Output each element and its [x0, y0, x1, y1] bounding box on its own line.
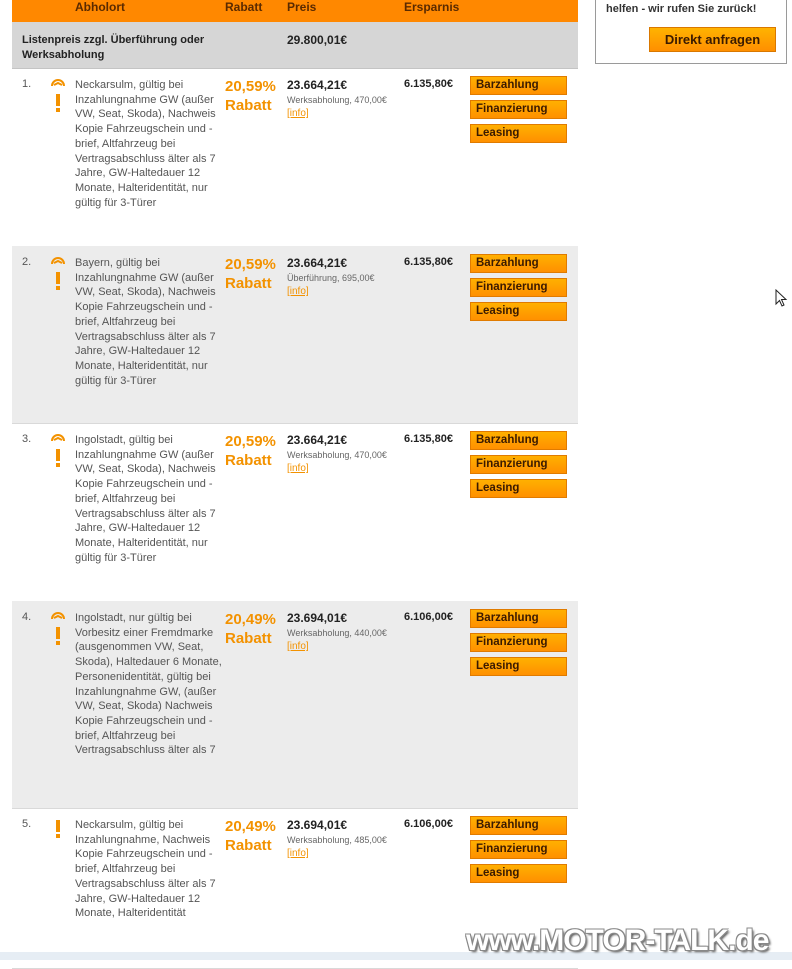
offer-buttons	[470, 609, 567, 681]
header-ersparnis: Ersparnis	[404, 0, 460, 14]
price-sub-text: Werksabholung, 440,00€	[287, 628, 387, 638]
offer-row	[12, 68, 578, 247]
barzahlung-button[interactable]: Barzahlung	[470, 816, 567, 835]
eco-icon	[50, 611, 66, 625]
barzahlung-button[interactable]: Barzahlung	[470, 609, 567, 628]
rabatt-word: Rabatt	[225, 630, 272, 647]
offer-row	[12, 601, 578, 809]
offer-description: Neckarsulm, gültig bei Inzahlungnahme, Nachweis Kopie Fahrzeugschein und -brief, Altfahrzeug bei Vertragsabschluss älter als 7 Jahre, GW-Haltedauer 12 Monate, Halteridentität	[75, 819, 216, 920]
price-value: 23.664,21€	[287, 78, 348, 92]
offer-description: Neckarsulm, gültig bei Inzahlungnahme GW (außer VW, Seat, Skoda), Nachweis Kopie Fahrzeugschein und -brief, Altfahrzeug bei Vertragsabschluss älter als 7 Jahre, GW-Haltedauer 12 Monate, Halteridentität, nur gültig für 3-Türer	[75, 79, 216, 209]
leasing-button[interactable]: Leasing	[470, 864, 567, 883]
finanzierung-button[interactable]: Finanzierung	[470, 100, 567, 119]
price-value: 23.694,01€	[287, 611, 348, 625]
info-link[interactable]: [info]	[287, 108, 309, 119]
mouse-cursor-icon	[775, 289, 789, 309]
rabatt-word: Rabatt	[225, 97, 272, 114]
offer-rabatt	[225, 255, 276, 293]
eco-icon	[50, 256, 66, 270]
eco-icon	[50, 78, 66, 92]
price-value: 23.664,21€	[287, 433, 348, 447]
leasing-button[interactable]: Leasing	[470, 124, 567, 143]
offer-savings: 6.135,80€	[404, 433, 453, 445]
eco-icon	[50, 433, 66, 447]
price-sub-text: Werksabholung, 470,00€	[287, 450, 387, 460]
offer-rabatt	[225, 610, 276, 648]
price-sub	[287, 449, 397, 475]
offer-icons	[50, 433, 66, 468]
price-sub	[287, 834, 397, 860]
barzahlung-button[interactable]: Barzahlung	[470, 431, 567, 450]
leasing-button[interactable]: Leasing	[470, 657, 567, 676]
watermark: www.MOTOR-TALK.de	[466, 924, 769, 957]
offer-price	[287, 78, 397, 120]
offer-price	[287, 256, 397, 298]
offer-rabatt	[225, 432, 276, 470]
finanzierung-button[interactable]: Finanzierung	[470, 455, 567, 474]
finanzierung-button[interactable]: Finanzierung	[470, 278, 567, 297]
offer-description: Ingolstadt, nur gültig bei Vorbesitz einer Fremdmarke (ausgenommen VW, Seat, Skoda), Haltedauer 6 Monate, Personenidentität, gültig bei Inzahlungnahme GW, (außer VW, Seat, Skoda) Nachweis Kopie Fahrzeugschein und -brief, Altfahrzeug bei Vertragsabschluss älter als 7	[75, 612, 222, 757]
rabatt-word: Rabatt	[225, 275, 272, 292]
offer-price	[287, 433, 397, 475]
offer-description: Bayern, gültig bei Inzahlungnahme GW (außer VW, Seat, Skoda), Nachweis Kopie Fahrzeugschein und -brief, Altfahrzeug bei Vertragsabschluss älter als 7 Jahre, GW-Haltedauer 12 Monate, Halteridentität, nur gültig für 3-Türer	[75, 257, 216, 387]
header-abholort: Abholort	[75, 0, 125, 14]
offers-table	[12, 0, 578, 69]
warning-icon	[50, 271, 66, 291]
leasing-button[interactable]: Leasing	[470, 302, 567, 321]
header-preis: Preis	[287, 0, 317, 14]
offer-buttons	[470, 254, 567, 326]
info-link[interactable]: [info]	[287, 848, 309, 859]
callback-box	[595, 0, 787, 64]
offer-rank: 1.	[22, 78, 32, 90]
offer-row	[12, 423, 578, 602]
offer-rank: 4.	[22, 611, 32, 623]
price-sub-text: Überführung, 695,00€	[287, 273, 375, 283]
leasing-button[interactable]: Leasing	[470, 479, 567, 498]
offer-rank: 2.	[22, 256, 32, 268]
rabatt-percent: 20,49%	[225, 611, 276, 628]
callback-text: helfen - wir rufen Sie zurück!	[606, 3, 757, 15]
table-header	[12, 0, 578, 22]
price-value: 23.694,01€	[287, 818, 348, 832]
barzahlung-button[interactable]: Barzahlung	[470, 254, 567, 273]
price-sub	[287, 627, 397, 653]
offer-icons	[50, 256, 66, 291]
listprice-value: 29.800,01€	[287, 33, 348, 47]
offer-rabatt	[225, 77, 276, 115]
rabatt-percent: 20,59%	[225, 78, 276, 95]
offer-rabatt	[225, 817, 276, 855]
price-sub	[287, 272, 397, 298]
info-link[interactable]: [info]	[287, 286, 309, 297]
offer-icons	[50, 818, 66, 839]
offer-row	[12, 246, 578, 424]
warning-icon	[50, 93, 66, 113]
price-sub-text: Werksabholung, 485,00€	[287, 835, 387, 845]
offer-icons	[50, 611, 66, 646]
rabatt-word: Rabatt	[225, 837, 272, 854]
offer-icons	[50, 78, 66, 113]
rabatt-word: Rabatt	[225, 452, 272, 469]
offer-savings: 6.135,80€	[404, 78, 453, 90]
barzahlung-button[interactable]: Barzahlung	[470, 76, 567, 95]
offer-description: Ingolstadt, gültig bei Inzahlungnahme GW (außer VW, Seat, Skoda), Nachweis Kopie Fahrzeugschein und -brief, Altfahrzeug bei Vertragsabschluss älter als 7 Jahre, GW-Haltedauer 12 Monate, Halteridentität, nur gültig für 3-Türer	[75, 434, 216, 564]
offer-buttons	[470, 76, 567, 148]
price-value: 23.664,21€	[287, 256, 348, 270]
warning-icon	[50, 626, 66, 646]
offer-buttons	[470, 431, 567, 503]
header-rabatt: Rabatt	[225, 0, 263, 14]
offer-rank: 3.	[22, 433, 32, 445]
rabatt-percent: 20,59%	[225, 433, 276, 450]
rabatt-percent: 20,49%	[225, 818, 276, 835]
info-link[interactable]: [info]	[287, 641, 309, 652]
offer-buttons	[470, 816, 567, 888]
rabatt-percent: 20,59%	[225, 256, 276, 273]
finanzierung-button[interactable]: Finanzierung	[470, 633, 567, 652]
offer-savings: 6.135,80€	[404, 256, 453, 268]
warning-icon	[50, 819, 66, 839]
offer-price	[287, 818, 397, 860]
price-sub-text: Werksabholung, 470,00€	[287, 95, 387, 105]
direkt-anfragen-button[interactable]: Direkt anfragen	[649, 27, 776, 52]
price-sub	[287, 94, 397, 120]
offer-savings: 6.106,00€	[404, 818, 453, 830]
info-link[interactable]: [info]	[287, 463, 309, 474]
finanzierung-button[interactable]: Finanzierung	[470, 840, 567, 859]
offer-price	[287, 611, 397, 653]
offer-savings: 6.106,00€	[404, 611, 453, 623]
listprice-row	[12, 22, 578, 69]
listprice-label: Listenpreis zzgl. Überführung oder Werksabholung	[22, 34, 205, 61]
offer-rank: 5.	[22, 818, 32, 830]
warning-icon	[50, 448, 66, 468]
